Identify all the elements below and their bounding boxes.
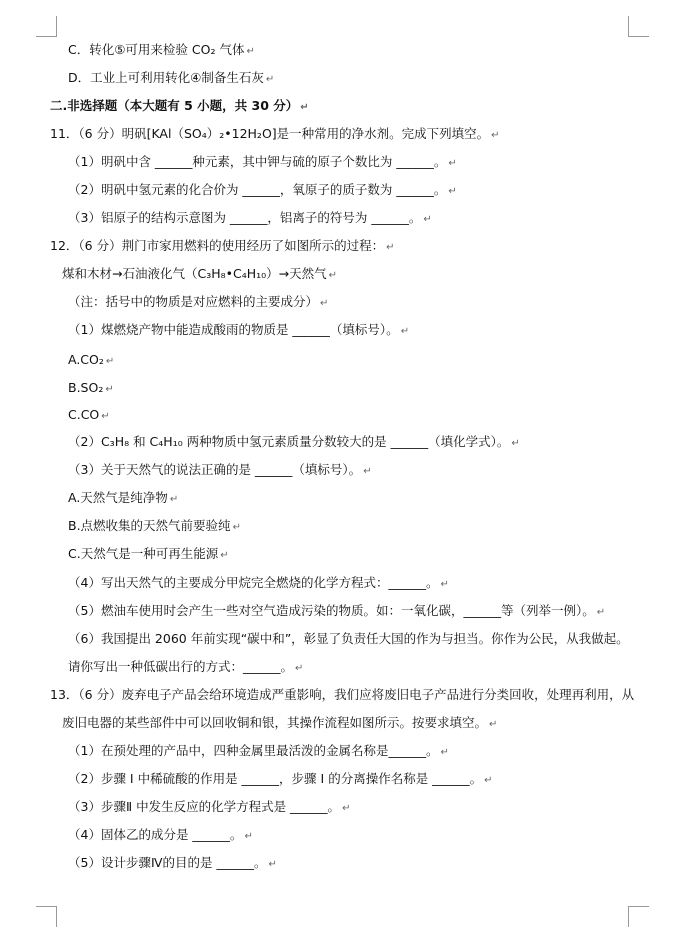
question-11-part-2: （2）明矾中氢元素的化合价为 ______，氧原子的质子数为 ______。 ↵: [68, 182, 457, 197]
question-12-part-6: （6）我国提出 2060 年前实现“碳中和”，彰显了负责任大国的作为与担当。你作为公民，从我做起。: [68, 631, 629, 646]
question-12-part-3-option-a: A.天然气是纯净物 ↵: [68, 490, 179, 505]
question-12-part-5: （5）燃油车使用时会产生一些对空气造成污染的物质。如：一氧化碳，______等（列举一例）。 ↵: [68, 603, 606, 618]
question-12-part-1: （1）煤燃烧产物中能造成酸雨的物质是 ______（填标号）。 ↵: [68, 322, 410, 337]
question-13-part-2: （2）步骤 I 中稀硫酸的作用是 ______，步骤 I 的分离操作名称是 ______。 ↵: [68, 771, 493, 786]
section-heading: 二.非选择题（本大题有 5 小题，共 30 分） ↵: [50, 98, 309, 113]
question-13-stem: 13．（6 分）废弃电子产品会给环境造成严重影响，我们应将废旧电子产品进行分类回收，处理再利用，从: [50, 687, 635, 702]
question-13-stem-continued: 废旧电器的某些部件中可以回收铜和银，其操作流程如图所示。按要求填空。 ↵: [62, 715, 498, 730]
crop-mark-bottom-right: [628, 906, 649, 927]
question-13-part-5: （5）设计步骤Ⅳ的目的是 ______。 ↵: [68, 855, 277, 870]
question-12-option-a: A.CO₂ ↵: [68, 352, 115, 367]
crop-mark-top-left: [36, 16, 57, 37]
question-13-part-3: （3）步骤Ⅱ 中发生反应的化学方程式是 ______。 ↵: [68, 799, 351, 814]
question-12-note: （注：括号中的物质是对应燃料的主要成分） ↵: [68, 294, 329, 309]
crop-mark-top-right: [628, 16, 649, 37]
crop-mark-bottom-left: [36, 906, 57, 927]
question-11-stem: 11．（6 分）明矾[KAl（SO₄）₂•12H₂O]是一种常用的净水剂。完成下列填空。 ↵: [50, 126, 500, 141]
question-12-part-3-option-b: B.点燃收集的天然气前要验纯 ↵: [68, 518, 241, 533]
option-c-line: C．转化⑤可用来检验 CO₂ 气体 ↵: [68, 42, 255, 57]
question-11-part-3: （3）铝原子的结构示意图为 ______，铝离子的符号为 ______。 ↵: [68, 210, 432, 225]
question-13-part-1: （1）在预处理的产品中，四种金属里最活泼的金属名称是______。 ↵: [68, 743, 449, 758]
question-12-part-4: （4）写出天然气的主要成分甲烷完全燃烧的化学方程式：______。 ↵: [68, 575, 449, 590]
option-d-line: D．工业上可利用转化④制备生石灰 ↵: [68, 70, 275, 85]
question-12-stem: 12．（6 分）荆门市家用燃料的使用经历了如图所示的过程： ↵: [50, 238, 395, 253]
question-12-part-3-option-c: C.天然气是一种可再生能源 ↵: [68, 546, 229, 561]
question-11-part-1: （1）明矾中含 ______种元素，其中钾与硫的原子个数比为 ______。 ↵: [68, 154, 457, 169]
question-12-part-2: （2）C₃H₈ 和 C₄H₁₀ 两种物质中氢元素质量分数较大的是 ______（填化学式）。 ↵: [68, 434, 520, 449]
question-13-part-4: （4）固体乙的成分是 ______。 ↵: [68, 827, 253, 842]
question-12-option-c: C.CO ↵: [68, 407, 110, 422]
question-12-part-6-continued: 请你写出一种低碳出行的方式：______。 ↵: [68, 659, 304, 674]
question-12-fuel-sequence: 煤和木材→石油液化气（C₃H₈•C₄H₁₀）→天然气 ↵: [62, 266, 338, 281]
question-12-part-3: （3）关于天然气的说法正确的是 ______（填标号）。 ↵: [68, 462, 372, 477]
question-12-option-b: B.SO₂ ↵: [68, 380, 114, 395]
